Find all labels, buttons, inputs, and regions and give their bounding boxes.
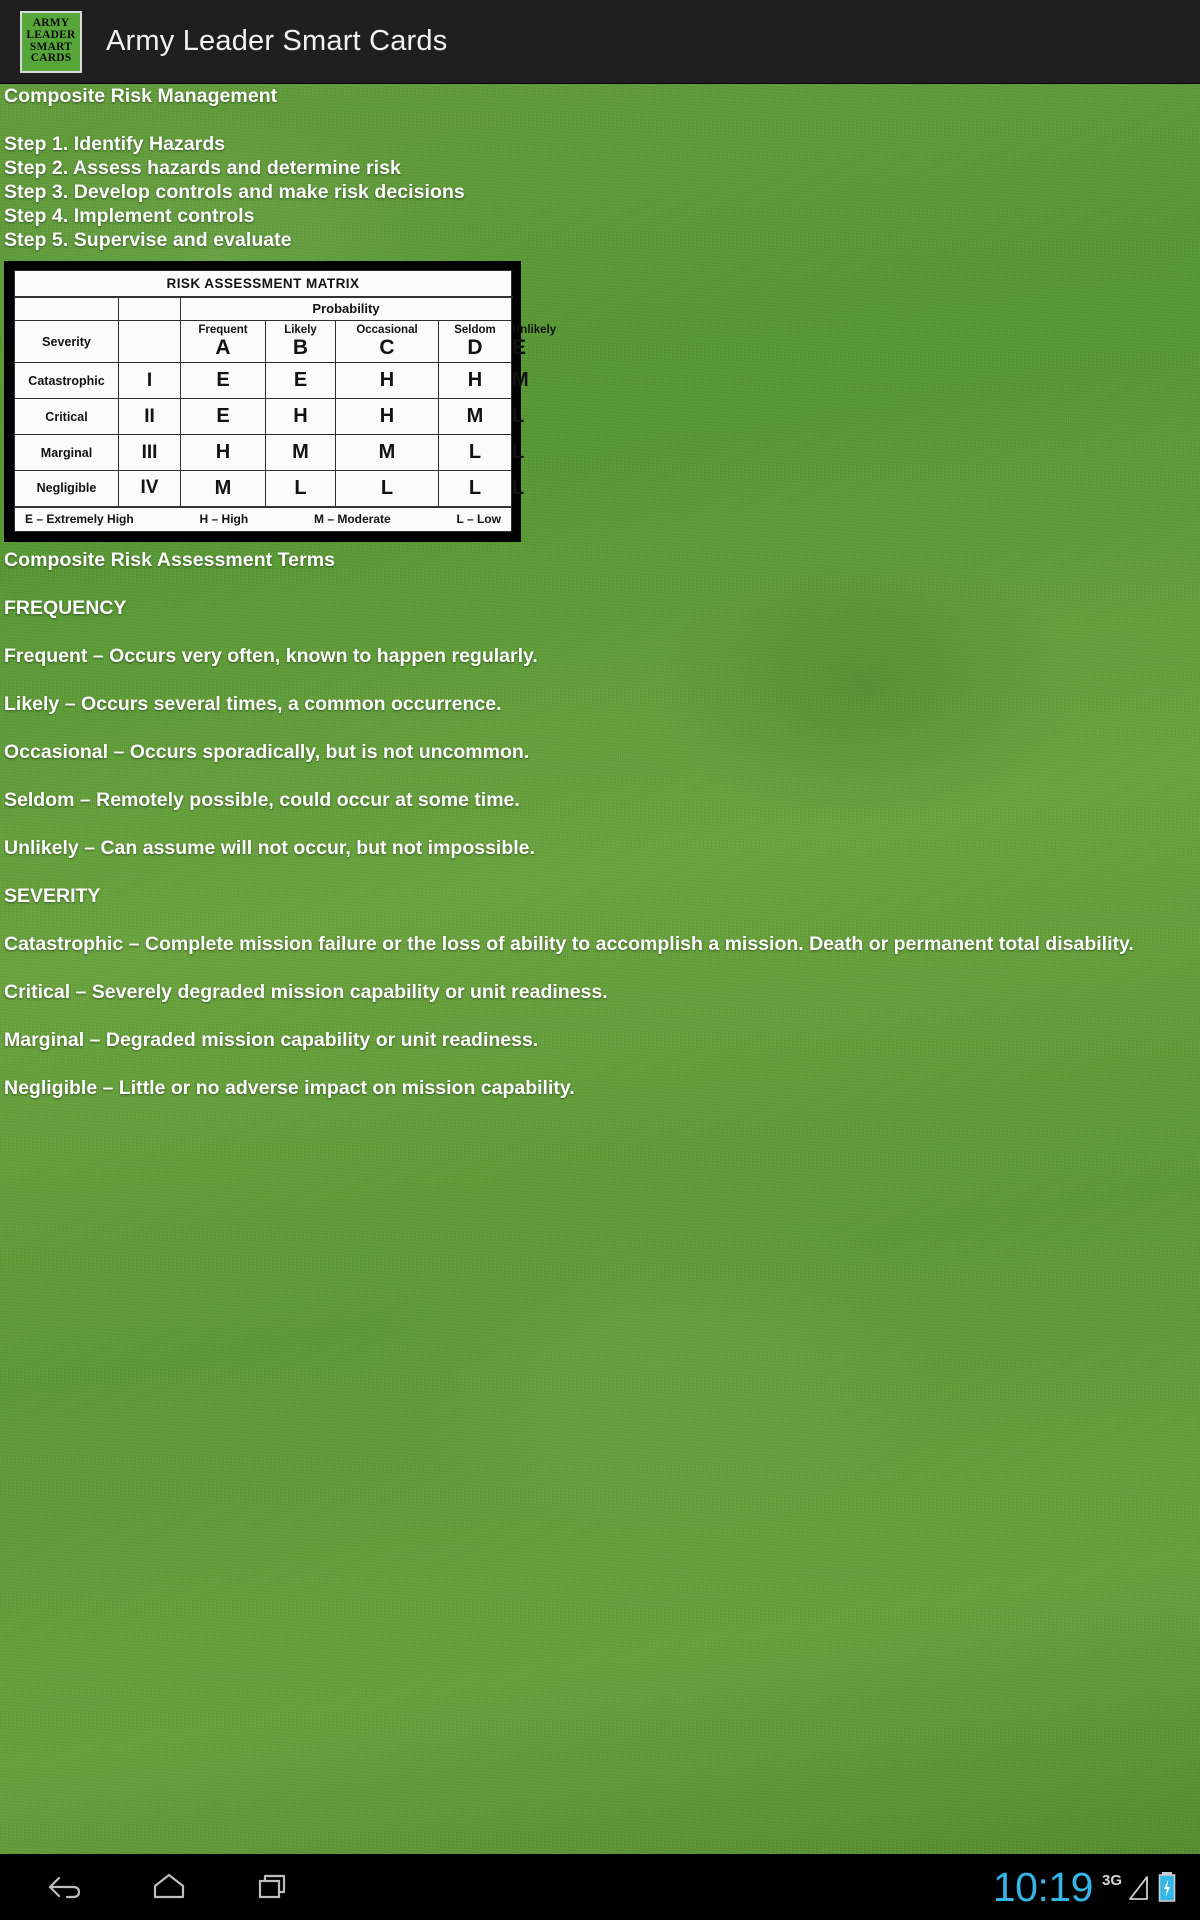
matrix-cell-IV-A: M xyxy=(181,471,266,507)
matrix-cell-II-D: M xyxy=(439,399,512,435)
matrix-probability-row xyxy=(15,297,512,321)
matrix-col-frequent-word: Frequent xyxy=(198,323,248,336)
matrix-legend-e: E – Extremely High xyxy=(25,512,134,527)
matrix-legend xyxy=(15,512,511,526)
crm-step-1: Step 1. Identify Hazards xyxy=(4,133,226,155)
matrix-row-critical-label: Critical xyxy=(15,399,119,435)
matrix-cell-I-A: E xyxy=(181,363,266,399)
matrix-cell-III-A: H xyxy=(181,435,266,471)
network-type-label: 3G xyxy=(1101,1871,1122,1889)
matrix-col-occasional xyxy=(336,321,439,363)
matrix-col-seldom-word: Seldom xyxy=(454,323,496,336)
crm-step-5: Step 5. Supervise and evaluate xyxy=(4,229,292,251)
matrix-legend-cell xyxy=(15,507,512,532)
frequency-heading: FREQUENCY xyxy=(4,597,127,619)
table-row: Marginal III H M M L L xyxy=(15,435,512,471)
severity-term-critical: Critical – Severely degraded mission capability or unit readiness. xyxy=(4,981,608,1003)
recent-apps-button[interactable] xyxy=(250,1864,296,1910)
recent-apps-icon xyxy=(256,1871,290,1903)
matrix-col-occasional-letter: C xyxy=(379,336,395,359)
matrix-corner-blank-1 xyxy=(15,297,119,321)
matrix-legend-h: H – High xyxy=(199,512,249,527)
matrix-legend-l: L – Low xyxy=(456,512,501,527)
frequency-term-frequent: Frequent – Occurs very often, known to happen regularly. xyxy=(4,645,538,667)
matrix-col-seldom xyxy=(439,321,512,363)
matrix-cell-I-D: H xyxy=(439,363,512,399)
app-bar xyxy=(0,0,1200,84)
matrix-column-header-row: Severity Frequent A Likely B Occasional C Seldom D Unlikely E xyxy=(15,321,512,363)
matrix-cell-III-D: L xyxy=(439,435,512,471)
matrix-col-frequent-letter: A xyxy=(215,336,231,359)
matrix-row-negligible-label: Negligible xyxy=(15,471,119,507)
crm-terms-heading: Composite Risk Assessment Terms xyxy=(4,549,336,571)
crm-step-2: Step 2. Assess hazards and determine risk xyxy=(4,157,401,179)
matrix-title-row xyxy=(15,271,512,297)
status-area xyxy=(992,1863,1200,1910)
matrix-cell-III-B: M xyxy=(266,435,336,471)
battery-charging-icon xyxy=(1156,1868,1178,1906)
matrix-cell-I-B: E xyxy=(266,363,336,399)
matrix-row-marginal-label: Marginal xyxy=(15,435,119,471)
matrix-row-critical-numeral: II xyxy=(119,399,181,435)
severity-term-negligible: Negligible – Little or no adverse impact on mission capability. xyxy=(4,1077,575,1099)
matrix-cell-IV-D: L xyxy=(439,471,512,507)
severity-heading: SEVERITY xyxy=(4,885,101,907)
matrix-col-occasional-word: Occasional xyxy=(356,323,418,336)
system-navigation-bar xyxy=(0,1854,1200,1920)
matrix-corner-blank-2 xyxy=(119,297,181,321)
matrix-cell-III-C: M xyxy=(336,435,439,471)
app-logo-line-4: CARDS xyxy=(30,52,72,65)
table-row: Critical II E H H M L xyxy=(15,399,512,435)
matrix-row-marginal-numeral: III xyxy=(119,435,181,471)
matrix-row-catastrophic-label: Catastrophic xyxy=(15,363,119,399)
risk-assessment-matrix-table xyxy=(14,270,557,532)
matrix-severity-label: Severity xyxy=(15,321,119,363)
matrix-col-likely xyxy=(266,321,336,363)
app-logo-icon xyxy=(20,11,82,73)
matrix-col-likely-letter: B xyxy=(292,336,309,359)
matrix-cell-IV-C: L xyxy=(336,471,439,507)
matrix-col-seldom-letter: D xyxy=(467,336,483,359)
matrix-cell-I-C: H xyxy=(336,363,439,399)
app-logo-line-3: SMART xyxy=(29,40,73,53)
app-title: Army Leader Smart Cards xyxy=(106,25,448,57)
matrix-legend-row xyxy=(15,507,512,532)
app-logo-line-1: ARMY xyxy=(32,17,70,30)
crm-step-3: Step 3. Develop controls and make risk decisions xyxy=(4,181,465,203)
frequency-term-unlikely: Unlikely – Can assume will not occur, but not impossible. xyxy=(4,837,535,859)
app-logo-line-2: LEADER xyxy=(26,28,76,41)
home-icon xyxy=(151,1871,187,1903)
matrix-cell-II-B: H xyxy=(266,399,336,435)
frequency-term-occasional: Occasional – Occurs sporadically, but is not uncommon. xyxy=(4,741,530,763)
matrix-row-catastrophic-numeral: I xyxy=(119,363,181,399)
card-text-block xyxy=(0,84,1200,1100)
card-title: Composite Risk Management xyxy=(4,85,278,107)
matrix-row-negligible-numeral: IV xyxy=(119,471,181,507)
matrix-title: RISK ASSESSMENT MATRIX xyxy=(15,271,512,297)
severity-term-marginal: Marginal – Degraded mission capability or unit readiness. xyxy=(4,1029,539,1051)
matrix-probability-label: Probability xyxy=(181,297,512,321)
table-row: Catastrophic I E E H H M xyxy=(15,363,512,399)
frequency-term-likely: Likely – Occurs several times, a common occurrence. xyxy=(4,693,502,715)
matrix-cell-IV-B: L xyxy=(266,471,336,507)
crm-step-4: Step 4. Implement controls xyxy=(4,205,255,227)
frequency-term-seldom: Seldom – Remotely possible, could occur at some time. xyxy=(4,789,520,811)
matrix-numeral-blank xyxy=(119,321,181,363)
card-content[interactable] xyxy=(0,84,1200,1854)
matrix-col-frequent xyxy=(181,321,266,363)
home-button[interactable] xyxy=(146,1864,192,1910)
table-row: Negligible IV M L L L L xyxy=(15,471,512,507)
back-button[interactable] xyxy=(42,1864,88,1910)
matrix-col-likely-word: Likely xyxy=(284,323,317,336)
nav-buttons xyxy=(0,1864,296,1910)
signal-strength-icon xyxy=(1126,1869,1152,1905)
matrix-cell-II-A: E xyxy=(181,399,266,435)
severity-term-catastrophic: Catastrophic – Complete mission failure or the loss of ability to accomplish a mission. Death or permanent total disability. xyxy=(4,933,1134,955)
matrix-cell-II-C: H xyxy=(336,399,439,435)
risk-assessment-matrix-image xyxy=(4,261,557,542)
status-clock: 10:19 xyxy=(992,1863,1093,1910)
matrix-legend-m: M – Moderate xyxy=(314,512,391,527)
